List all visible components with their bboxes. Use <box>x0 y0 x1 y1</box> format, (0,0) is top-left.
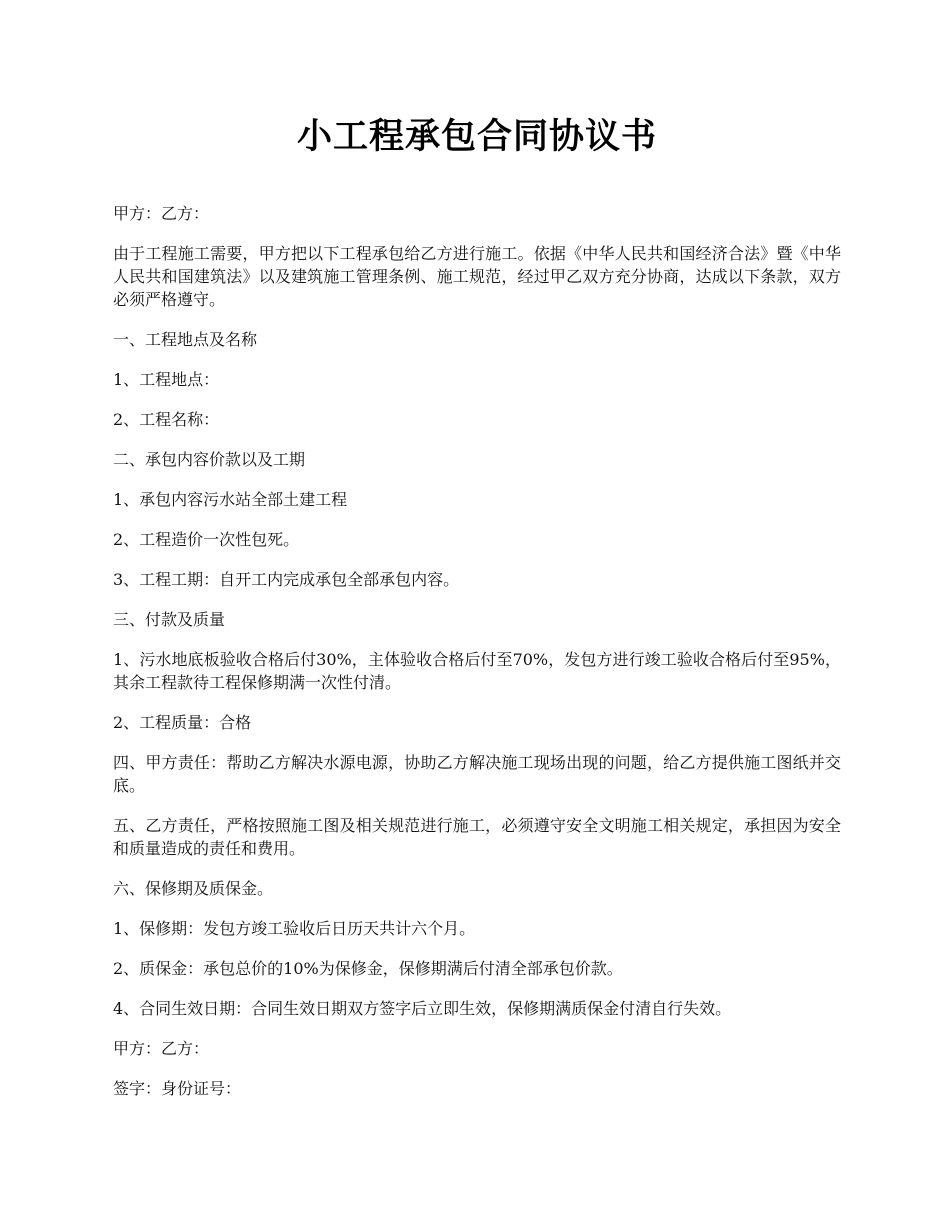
quality-line: 2、工程质量：合格 <box>113 713 252 732</box>
scope-line: 1、承包内容污水站全部土建工程 <box>113 490 348 509</box>
project-location-line: 1、工程地点： <box>113 370 220 389</box>
signature-parties-line: 甲方：乙方： <box>113 1039 210 1058</box>
cost-line: 2、工程造价一次性包死。 <box>113 530 300 549</box>
section-2-heading: 二、承包内容价款以及工期 <box>113 450 306 469</box>
party-header-line: 甲方：乙方： <box>113 204 210 223</box>
retention-money-line: 2、质保金：承包总价的10%为保修金，保修期满后付清全部承包价款。 <box>113 959 623 978</box>
section-6-heading: 六、保修期及质保金。 <box>113 879 274 898</box>
section-3-heading: 三、付款及质量 <box>113 610 226 629</box>
project-name-line: 2、工程名称： <box>113 410 220 429</box>
document-title: 小工程承包合同协议书 <box>296 116 657 157</box>
signature-id-line: 签字：身份证号： <box>113 1079 242 1098</box>
warranty-period-line: 1、保修期：发包方竣工验收后日历天共计六个月。 <box>113 919 476 938</box>
section-1-heading: 一、工程地点及名称 <box>113 330 258 349</box>
effective-date-line: 4、合同生效日期：合同生效日期双方签字后立即生效，保修期满质保金付清自行失效。 <box>113 999 732 1018</box>
document-page <box>113 112 841 1117</box>
schedule-line: 3、工程工期：自开工内完成承包全部承包内容。 <box>113 570 460 589</box>
party-a-responsibility-paragraph: 四、甲方责任：帮助乙方解决水源电源，协助乙方解决施工现场出现的问题，给乙方提供施工图纸并交底。 <box>113 753 841 795</box>
party-b-responsibility-paragraph: 五、乙方责任，严格按照施工图及相关规范进行施工，必须遵守安全文明施工相关规定，承担因为安全和质量造成的责任和费用。 <box>113 816 841 858</box>
preamble-paragraph: 由于工程施工需要，甲方把以下工程承包给乙方进行施工。依据《中华人民共和国经济合法》暨《中华人民共和国建筑法》以及建筑施工管理条例、施工规范，经过甲乙双方充分协商，达成以下条款，双方必须严格遵守。 <box>113 244 841 309</box>
payment-terms-paragraph: 1、污水地底板验收合格后付30%，主体验收合格后付至70%，发包方进行竣工验收合格后付至95%，其余工程款待工程保修期满一次性付清。 <box>113 650 841 692</box>
